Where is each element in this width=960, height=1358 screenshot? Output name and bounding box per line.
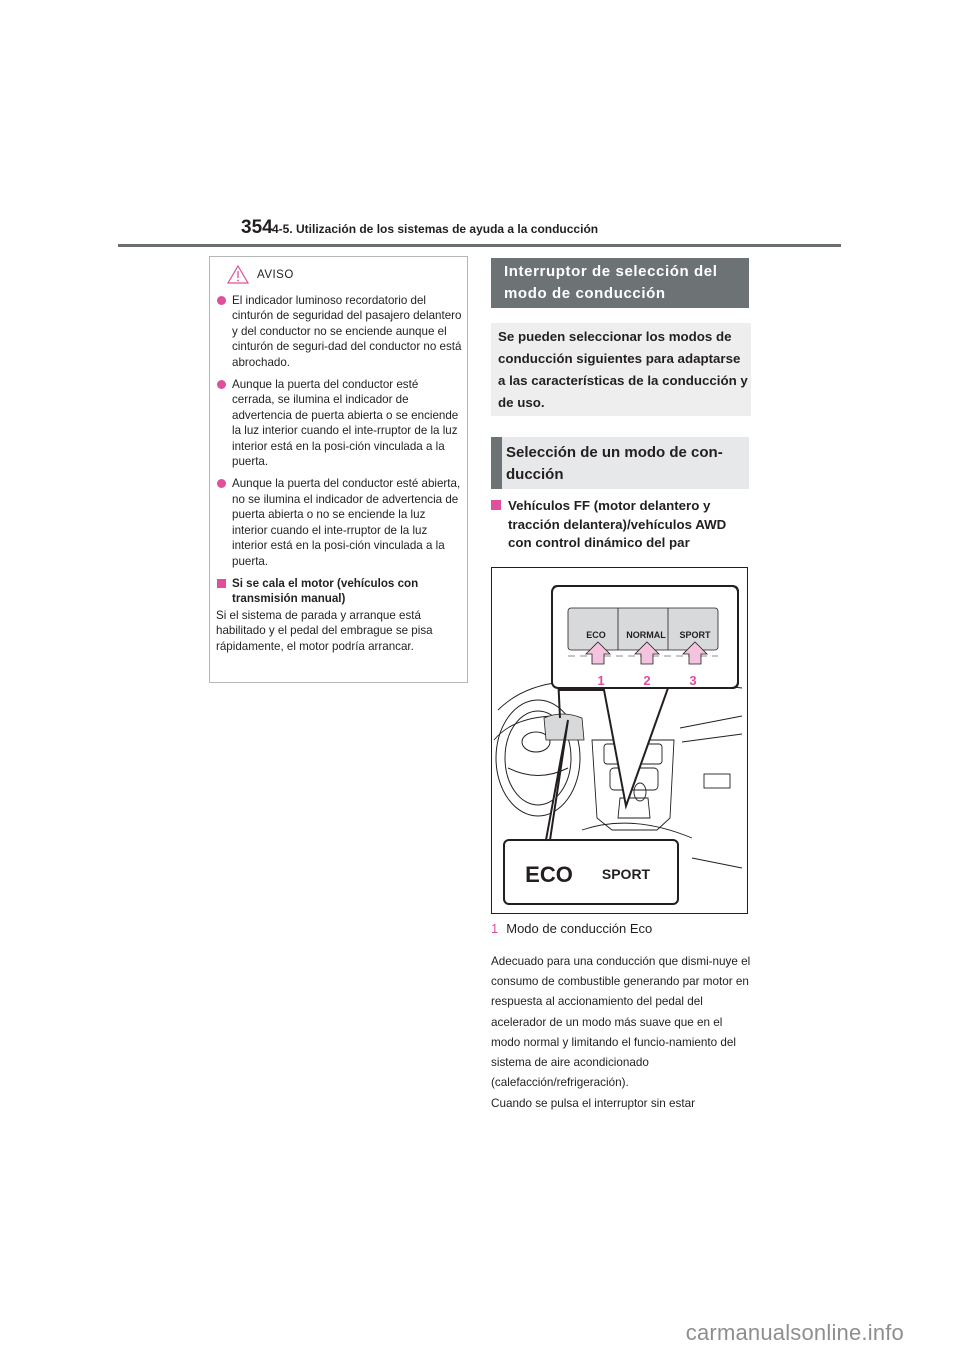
caption-text: Modo de conducción Eco <box>506 921 653 936</box>
warning-body <box>216 293 462 654</box>
callout-3: 3 <box>689 673 697 688</box>
callout-2: 2 <box>643 673 651 688</box>
drive-mode-figure <box>491 567 748 914</box>
warning-bullet <box>216 476 462 568</box>
sport-indicator-label: SPORT <box>601 866 651 882</box>
normal-button-label: NORMAL <box>626 630 666 640</box>
warning-header <box>227 265 294 284</box>
section-title: 4-5. Utilización de los sistemas de ayuda a la conducción <box>272 222 599 236</box>
bullet-text: Aunque la puerta del conductor esté cerrada, se ilumina el indicador de advertencia de puerta abierta o se enciende la luz interior cuando el inte-rruptor de la luz interior está en la posi-ción vinculada a la puerta. <box>232 378 459 469</box>
subheading-text: Si se cala el motor (vehículos con transmisión manual) <box>232 576 419 606</box>
subsection-banner <box>491 437 749 489</box>
instrument-cluster <box>544 714 584 740</box>
section-title-banner <box>491 258 749 308</box>
square-bullet-icon <box>491 500 501 510</box>
body-paragraph: Cuando se pulsa el interruptor sin estar <box>491 1097 695 1111</box>
warning-paragraph: Si el sistema de parada y arranque está habilitado y el pedal del embrague se pisa rápidamente, el motor podría arrancar. <box>216 608 433 653</box>
body-text <box>491 952 753 1116</box>
warning-box <box>209 256 468 683</box>
dashboard-illustration <box>492 568 747 913</box>
sport-button-label: SPORT <box>679 630 711 640</box>
bullet-dot-icon <box>217 380 226 389</box>
warning-bullet <box>216 377 462 469</box>
warning-label: AVISO <box>257 268 294 281</box>
warning-subheading <box>216 576 462 607</box>
subsection-title: Selección de un modo de con-ducción <box>506 444 723 483</box>
bullet-dot-icon <box>217 479 226 488</box>
bullet-text: El indicador luminoso recordatorio del cinturón de seguridad del pasajero delantero y del conductor no se enciende aunque el cinturón de seguri-dad del conductor no está abrochado. <box>232 294 462 369</box>
square-bullet-icon <box>217 579 226 588</box>
callout-1: 1 <box>597 673 605 688</box>
eco-indicator-label: ECO <box>525 862 573 887</box>
header-rule <box>118 244 841 247</box>
watermark: carmanualsonline.info <box>685 1320 904 1345</box>
figure-caption <box>491 921 652 936</box>
page-number: 354 <box>241 217 273 238</box>
intro-box <box>491 323 751 416</box>
section-title-text: Interruptor de selección del modo de conducción <box>504 263 718 302</box>
intro-text: Se pueden seleccionar los modos de conducción siguientes para adaptarse a las características de la conducción y de uso. <box>498 329 748 410</box>
vehicle-heading-text: Vehículos FF (motor delantero y tracción delantera)/vehículos AWD con control dinámico del par <box>508 498 727 550</box>
vehicle-heading <box>491 497 753 553</box>
warning-triangle-icon <box>227 265 249 284</box>
eco-button-label: ECO <box>586 630 606 640</box>
bullet-text: Aunque la puerta del conductor esté abierta, no se ilumina el indicador de advertencia de puerta abierta o no se enciende la luz interior cuando el inte-rruptor de la luz interior está en la posi-ción vinculada a la puerta. <box>232 477 461 568</box>
body-paragraph: Adecuado para una conducción que dismi-nuye el consumo de combustible generando par motor en respuesta al accionamiento del pedal del acelerador de un modo más suave que en el modo normal y limitando el funcio-namiento del sistema de aire acondicionado (calefacción/refrigeración). <box>491 955 751 1090</box>
warning-bullet <box>216 293 462 370</box>
caption-number: 1 <box>491 921 499 936</box>
bullet-dot-icon <box>217 296 226 305</box>
